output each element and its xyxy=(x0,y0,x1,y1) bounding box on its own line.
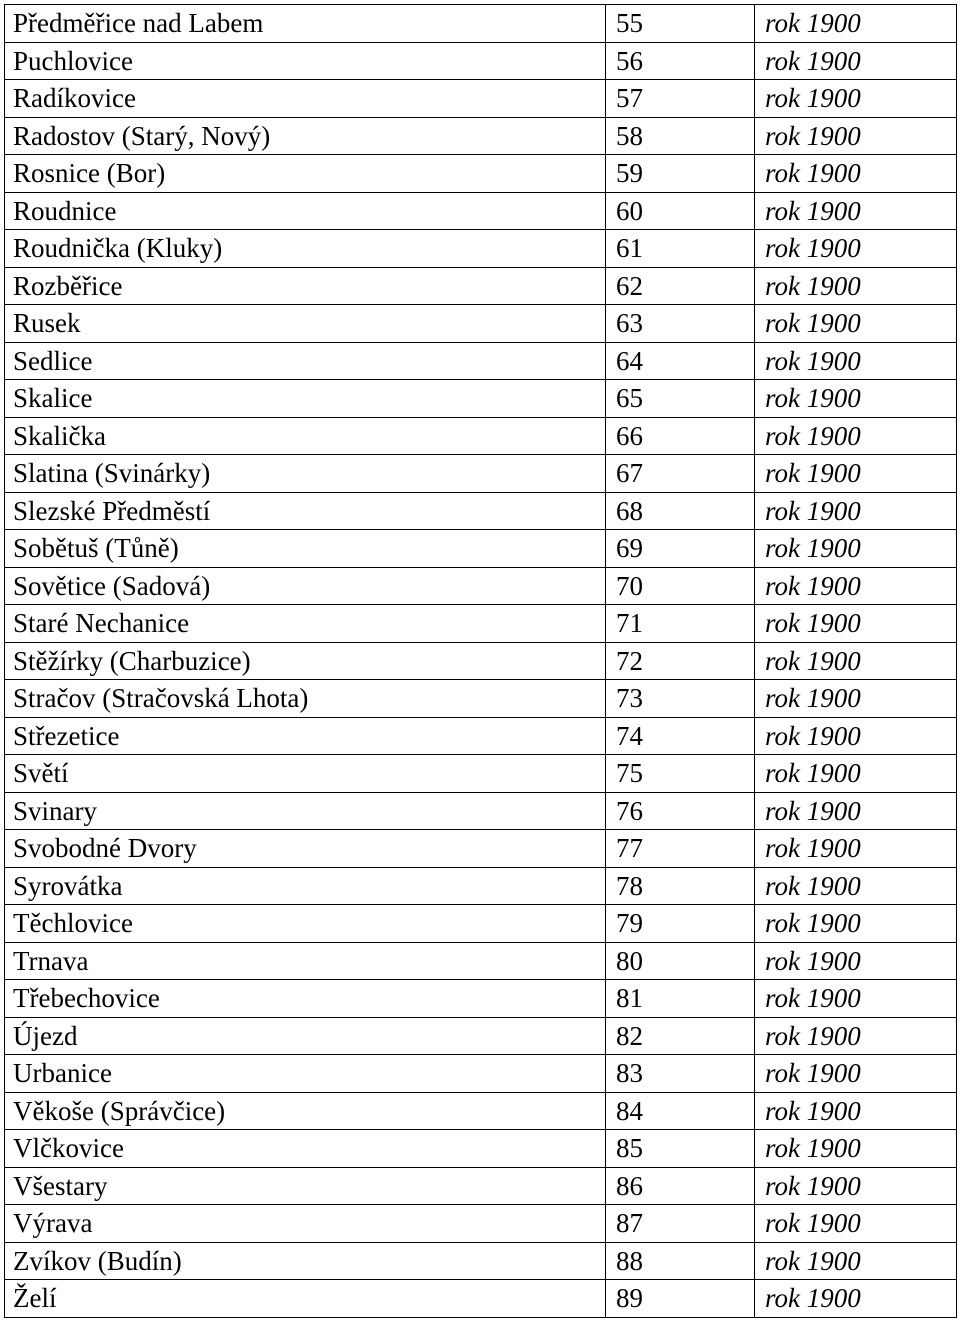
table-row xyxy=(5,342,957,380)
table-row xyxy=(5,717,957,755)
record-year-cell: rok 1900 xyxy=(755,230,957,268)
place-name-cell: Výrava xyxy=(5,1205,606,1243)
record-number-cell: 57 xyxy=(606,80,755,118)
place-name-cell: Radíkovice xyxy=(5,80,606,118)
table-row xyxy=(5,792,957,830)
record-number-cell: 63 xyxy=(606,305,755,343)
table-row xyxy=(5,1017,957,1055)
table-row xyxy=(5,42,957,80)
record-number-cell: 76 xyxy=(606,792,755,830)
record-year-cell: rok 1900 xyxy=(755,380,957,418)
record-number-cell: 73 xyxy=(606,680,755,718)
records-table-body xyxy=(5,5,957,1318)
place-name-cell: Vlčkovice xyxy=(5,1130,606,1168)
record-number-cell: 66 xyxy=(606,417,755,455)
record-number-cell: 62 xyxy=(606,267,755,305)
record-number-cell: 88 xyxy=(606,1242,755,1280)
table-row xyxy=(5,1055,957,1093)
table-row xyxy=(5,1242,957,1280)
table-row xyxy=(5,155,957,193)
table-row xyxy=(5,117,957,155)
place-name-cell: Třebechovice xyxy=(5,980,606,1018)
record-year-cell: rok 1900 xyxy=(755,1242,957,1280)
place-name-cell: Urbanice xyxy=(5,1055,606,1093)
record-year-cell: rok 1900 xyxy=(755,417,957,455)
record-number-cell: 59 xyxy=(606,155,755,193)
place-name-cell: Stěžírky (Charbuzice) xyxy=(5,642,606,680)
record-number-cell: 82 xyxy=(606,1017,755,1055)
document-page xyxy=(4,4,956,1318)
place-name-cell: Stračov (Stračovská Lhota) xyxy=(5,680,606,718)
place-name-cell: Rusek xyxy=(5,305,606,343)
place-name-cell: Syrovátka xyxy=(5,867,606,905)
record-number-cell: 70 xyxy=(606,567,755,605)
table-row xyxy=(5,1092,957,1130)
record-number-cell: 56 xyxy=(606,42,755,80)
record-number-cell: 61 xyxy=(606,230,755,268)
record-year-cell: rok 1900 xyxy=(755,117,957,155)
place-name-cell: Světí xyxy=(5,755,606,793)
record-number-cell: 68 xyxy=(606,492,755,530)
record-number-cell: 55 xyxy=(606,5,755,43)
place-name-cell: Trnava xyxy=(5,942,606,980)
place-name-cell: Sovětice (Sadová) xyxy=(5,567,606,605)
place-name-cell: Sobětuš (Tůně) xyxy=(5,530,606,568)
record-number-cell: 71 xyxy=(606,605,755,643)
record-number-cell: 89 xyxy=(606,1280,755,1318)
record-number-cell: 86 xyxy=(606,1167,755,1205)
place-name-cell: Zvíkov (Budín) xyxy=(5,1242,606,1280)
table-row xyxy=(5,567,957,605)
table-row xyxy=(5,80,957,118)
place-name-cell: Všestary xyxy=(5,1167,606,1205)
table-row xyxy=(5,1280,957,1318)
place-name-cell: Staré Nechanice xyxy=(5,605,606,643)
record-number-cell: 85 xyxy=(606,1130,755,1168)
place-name-cell: Újezd xyxy=(5,1017,606,1055)
record-year-cell: rok 1900 xyxy=(755,680,957,718)
place-name-cell: Těchlovice xyxy=(5,905,606,943)
record-year-cell: rok 1900 xyxy=(755,980,957,1018)
table-row xyxy=(5,867,957,905)
record-year-cell: rok 1900 xyxy=(755,305,957,343)
record-year-cell: rok 1900 xyxy=(755,80,957,118)
table-row xyxy=(5,230,957,268)
record-year-cell: rok 1900 xyxy=(755,342,957,380)
place-name-cell: Střezetice xyxy=(5,717,606,755)
table-row xyxy=(5,905,957,943)
table-row xyxy=(5,642,957,680)
record-year-cell: rok 1900 xyxy=(755,755,957,793)
record-number-cell: 65 xyxy=(606,380,755,418)
record-year-cell: rok 1900 xyxy=(755,1130,957,1168)
table-row xyxy=(5,380,957,418)
record-year-cell: rok 1900 xyxy=(755,830,957,868)
record-number-cell: 81 xyxy=(606,980,755,1018)
record-year-cell: rok 1900 xyxy=(755,1280,957,1318)
place-name-cell: Skalice xyxy=(5,380,606,418)
table-row xyxy=(5,267,957,305)
record-number-cell: 87 xyxy=(606,1205,755,1243)
record-number-cell: 84 xyxy=(606,1092,755,1130)
table-row xyxy=(5,942,957,980)
record-year-cell: rok 1900 xyxy=(755,867,957,905)
table-row xyxy=(5,1205,957,1243)
place-name-cell: Svobodné Dvory xyxy=(5,830,606,868)
place-name-cell: Skalička xyxy=(5,417,606,455)
table-row xyxy=(5,530,957,568)
table-row xyxy=(5,680,957,718)
record-number-cell: 58 xyxy=(606,117,755,155)
place-name-cell: Roudnička (Kluky) xyxy=(5,230,606,268)
record-year-cell: rok 1900 xyxy=(755,1205,957,1243)
record-year-cell: rok 1900 xyxy=(755,1092,957,1130)
place-name-cell: Sedlice xyxy=(5,342,606,380)
record-year-cell: rok 1900 xyxy=(755,1167,957,1205)
record-number-cell: 78 xyxy=(606,867,755,905)
record-number-cell: 74 xyxy=(606,717,755,755)
record-year-cell: rok 1900 xyxy=(755,942,957,980)
record-number-cell: 72 xyxy=(606,642,755,680)
record-year-cell: rok 1900 xyxy=(755,192,957,230)
place-name-cell: Věkoše (Správčice) xyxy=(5,1092,606,1130)
place-name-cell: Slezské Předměstí xyxy=(5,492,606,530)
table-row xyxy=(5,492,957,530)
place-name-cell: Slatina (Svinárky) xyxy=(5,455,606,493)
place-name-cell: Puchlovice xyxy=(5,42,606,80)
place-name-cell: Svinary xyxy=(5,792,606,830)
table-row xyxy=(5,305,957,343)
place-name-cell: Rosnice (Bor) xyxy=(5,155,606,193)
record-year-cell: rok 1900 xyxy=(755,492,957,530)
place-name-cell: Rozběřice xyxy=(5,267,606,305)
record-number-cell: 75 xyxy=(606,755,755,793)
table-row xyxy=(5,192,957,230)
record-number-cell: 77 xyxy=(606,830,755,868)
record-number-cell: 80 xyxy=(606,942,755,980)
table-row xyxy=(5,5,957,43)
table-row xyxy=(5,980,957,1018)
place-name-cell: Předměřice nad Labem xyxy=(5,5,606,43)
records-table xyxy=(4,4,957,1318)
table-row xyxy=(5,605,957,643)
record-year-cell: rok 1900 xyxy=(755,267,957,305)
record-year-cell: rok 1900 xyxy=(755,155,957,193)
record-year-cell: rok 1900 xyxy=(755,717,957,755)
record-number-cell: 67 xyxy=(606,455,755,493)
table-row xyxy=(5,755,957,793)
table-row xyxy=(5,1167,957,1205)
place-name-cell: Radostov (Starý, Nový) xyxy=(5,117,606,155)
place-name-cell: Roudnice xyxy=(5,192,606,230)
table-row xyxy=(5,417,957,455)
record-number-cell: 64 xyxy=(606,342,755,380)
record-year-cell: rok 1900 xyxy=(755,42,957,80)
record-number-cell: 60 xyxy=(606,192,755,230)
record-year-cell: rok 1900 xyxy=(755,1017,957,1055)
record-year-cell: rok 1900 xyxy=(755,642,957,680)
place-name-cell: Želí xyxy=(5,1280,606,1318)
record-year-cell: rok 1900 xyxy=(755,605,957,643)
record-year-cell: rok 1900 xyxy=(755,5,957,43)
record-number-cell: 79 xyxy=(606,905,755,943)
record-year-cell: rok 1900 xyxy=(755,567,957,605)
table-row xyxy=(5,455,957,493)
record-number-cell: 83 xyxy=(606,1055,755,1093)
record-year-cell: rok 1900 xyxy=(755,530,957,568)
record-number-cell: 69 xyxy=(606,530,755,568)
record-year-cell: rok 1900 xyxy=(755,792,957,830)
table-row xyxy=(5,1130,957,1168)
record-year-cell: rok 1900 xyxy=(755,905,957,943)
record-year-cell: rok 1900 xyxy=(755,1055,957,1093)
record-year-cell: rok 1900 xyxy=(755,455,957,493)
table-row xyxy=(5,830,957,868)
